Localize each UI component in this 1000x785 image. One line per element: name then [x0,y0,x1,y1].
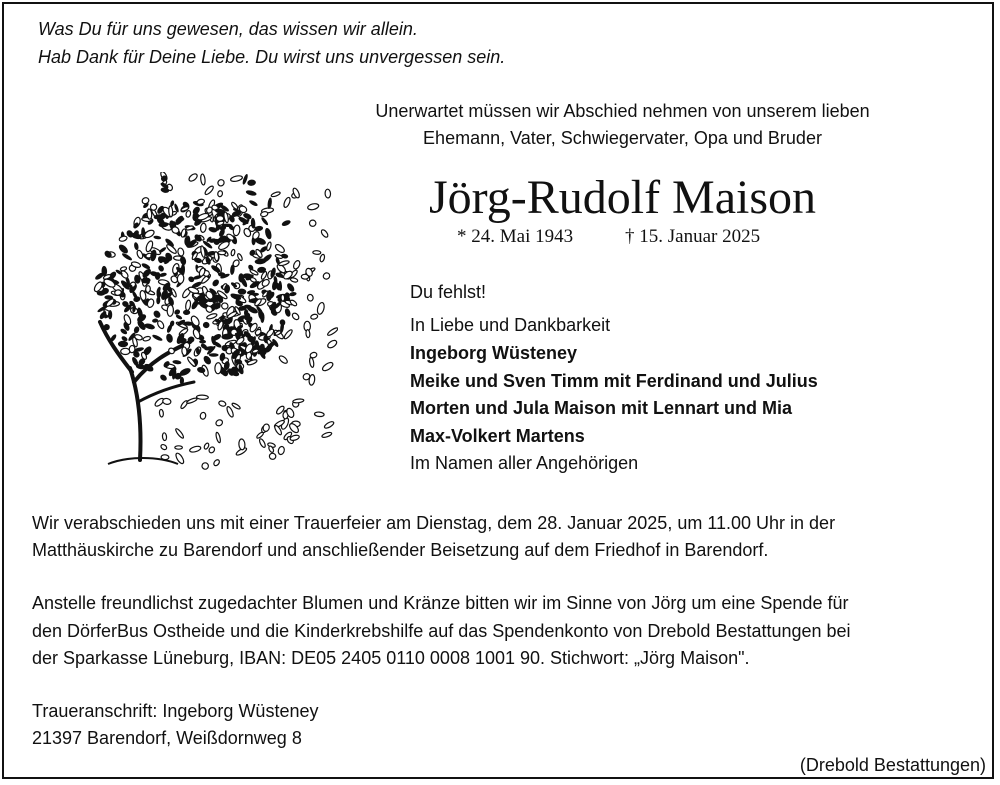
leaf-mark [310,314,318,320]
leaf-mark [200,223,206,233]
leaf-mark [161,455,169,460]
leaf-mark [319,254,325,262]
leaf-mark [237,288,246,295]
leaf-mark [245,189,257,196]
deceased-name: Jörg-Rudolf Maison [428,171,817,224]
leaf-mark [218,400,226,407]
leaf-mark [233,225,241,237]
mourners-closing: Im Namen aller Angehörigen [410,453,639,473]
leaf-mark [277,446,285,455]
leaf-mark [289,291,297,296]
leaf-mark [121,252,133,262]
leaf-mark [258,438,266,448]
leaf-mark [281,294,285,301]
motto-line-1: Was Du für uns gewesen, das wissen wir allein. [38,19,418,39]
leaf-mark [136,250,144,260]
leaf-mark [260,344,265,351]
leaf-mark [271,191,281,197]
leaf-mark [262,423,270,432]
leaf-mark [283,197,292,209]
leaf-mark [200,174,206,185]
leaf-mark [121,348,130,354]
mourner-name: Meike und Sven Timm mit Ferdinand und Julius [410,371,818,391]
leaf-mark [291,312,300,321]
leaf-mark [290,277,298,283]
leaf-mark [157,264,165,272]
leaf-mark [159,409,164,417]
leaf-mark [231,201,239,210]
leaf-mark [183,310,190,315]
leaf-mark [114,289,121,295]
mourning-address-line-1: Traueranschrift: Ingeborg Wüsteney [32,701,319,721]
leaf-mark [159,373,168,382]
leaf-mark [320,229,329,239]
leaf-mark [316,302,325,315]
leaf-mark [145,286,150,293]
leaf-mark [281,219,292,227]
announcement-line-2: Ehemann, Vater, Schwiegervater, Opa und Bruder [423,128,822,148]
leaf-mark [209,353,219,356]
leaf-mark [321,361,334,372]
leaf-mark [103,277,117,288]
leaf-mark [117,243,129,255]
leaf-mark [185,210,191,217]
leaf-mark [248,199,258,207]
leaf-mark [326,339,338,349]
leaf-mark [307,203,319,211]
leaf-mark [208,446,216,454]
mourner-name: Ingeborg Wüsteney [410,343,578,363]
leaf-mark [175,428,185,439]
leaf-mark [181,347,187,356]
leaf-mark [307,294,314,302]
mourning-address-line-2: 21397 Barendorf, Weißdornweg 8 [32,728,302,748]
leaf-mark [199,340,206,344]
leaf-mark [186,397,197,404]
leaf-mark [162,398,171,405]
leaf-mark [200,412,207,420]
leaf-mark [196,395,208,400]
leaf-mark [215,363,222,374]
leaf-mark [206,313,217,320]
leaf-mark [108,310,112,319]
leaf-mark [247,179,256,186]
leaf-mark [226,406,235,418]
leaf-mark [188,172,199,182]
leaf-mark [292,260,301,270]
leaf-mark [230,175,243,183]
leaf-mark [325,189,331,198]
leaf-mark [214,251,219,261]
leaf-mark [278,355,289,365]
leaf-mark [283,329,293,340]
leaf-mark [175,314,183,320]
ceremony-line-2: Matthäuskirche zu Barendorf und anschließender Beisetzung auf dem Friedhof in Barendorf. [32,540,769,560]
leaf-mark [269,453,276,460]
death-date: † 15. Januar 2025 [625,226,761,247]
leaf-mark [213,459,221,467]
leaf-mark [133,242,139,251]
leaf-mark [185,300,191,311]
leaf-mark [156,320,165,330]
leaf-mark [142,336,150,342]
leaf-mark [254,225,264,232]
leaf-mark [172,360,181,365]
leaf-mark [215,432,221,443]
leaf-mark [217,190,223,197]
leaf-mark [250,277,257,283]
leaf-mark [274,243,286,254]
leaf-mark [203,322,210,329]
donation-line-1: Anstelle freundlichst zugedachter Blumen und Kränze bitten wir im Sinne von Jörg um eine Spende für [32,593,849,613]
leaf-mark [309,220,316,227]
funeral-home: (Drebold Bestattungen) [799,755,986,775]
leaf-mark [177,274,184,284]
leaf-mark [173,308,181,316]
leaf-mark [201,462,209,470]
leaf-mark [314,412,324,417]
tree-icon [78,172,338,472]
leaf-mark [167,305,174,317]
leaf-mark [278,260,289,267]
leaf-mark [147,209,152,219]
leaf-mark [321,431,332,438]
birth-date: * 24. Mai 1943 [457,226,574,247]
leaf-mark [217,178,226,187]
mourner-name: Morten und Jula Maison mit Lennart und Mia [410,398,793,418]
leaf-mark [309,357,314,368]
leaf-mark [177,247,184,256]
leaf-mark [327,327,338,337]
leaf-mark [286,282,296,293]
leaf-mark [152,309,162,319]
leaf-mark [322,272,331,281]
mourner-name: Max-Volkert Martens [410,426,585,446]
donation-line-3: der Sparkasse Lüneburg, IBAN: DE05 2405 0110 0008 1001 90. Stichwort: „Jörg Maison". [32,648,750,668]
leaf-mark [215,419,224,427]
leaf-mark [162,433,167,441]
leaf-mark [152,334,164,342]
leaf-mark [293,398,304,403]
leaf-mark [231,402,241,410]
leaf-mark [203,442,209,449]
leaf-mark [189,445,201,453]
ceremony-line-1: Wir verabschieden uns mit einer Trauerfeier am Dienstag, dem 28. Januar 2025, um 11.00 Uhr in der [32,513,836,533]
leaf-mark [211,278,220,287]
farewell-message: Du fehlst! [410,282,487,302]
leaf-mark [129,345,135,353]
leaf-mark [175,446,183,449]
leaf-mark [231,249,236,256]
leaf-mark [118,341,128,347]
leaf-mark [196,198,205,205]
leaf-mark [119,235,128,242]
leaf-mark [284,308,292,318]
leaf-mark [266,242,272,251]
leaf-mark [313,250,321,254]
leaf-mark [238,439,245,450]
leaf-mark [165,333,174,344]
leaf-mark [216,216,223,222]
leaf-mark [153,235,161,240]
leaf-mark [218,251,226,255]
leaf-mark [306,329,310,337]
leaf-mark [264,227,273,240]
announcement-line-1: Unerwartet müssen wir Abschied nehmen von unserem lieben [375,101,870,121]
leaf-mark [204,185,215,196]
leaf-mark [160,444,168,451]
leaf-mark [150,203,158,210]
mourners-intro: In Liebe und Dankbarkeit [410,315,611,335]
leaf-mark [260,216,269,226]
leaf-mark [221,302,229,310]
leaf-mark [323,420,334,429]
leaf-mark [168,206,173,217]
leaf-mark [289,299,297,307]
leaf-mark [265,328,275,338]
motto-line-2: Hab Dank für Deine Liebe. Du wirst uns unvergessen sein. [38,47,506,67]
donation-line-2: den DörferBus Ostheide und die Kinderkrebshilfe auf das Spendenkonto von Drebold Bestattungen bei [32,621,851,641]
